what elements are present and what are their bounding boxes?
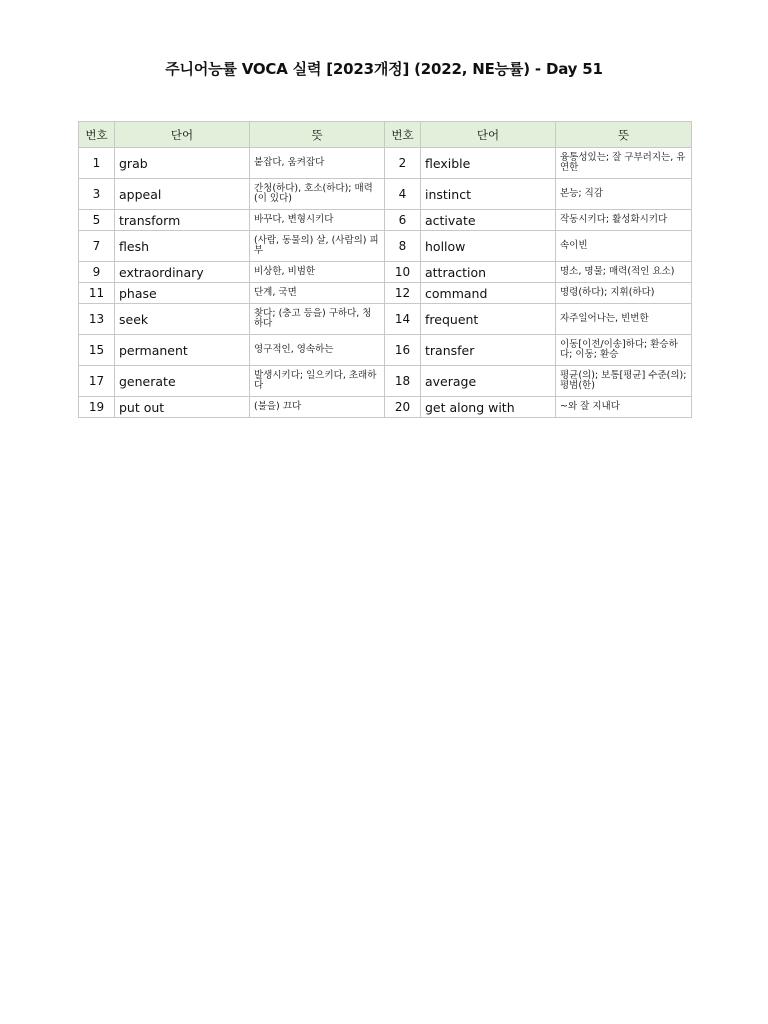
row-word: hollow: [421, 231, 556, 262]
table-row: [79, 397, 692, 418]
header-number: 번호: [385, 122, 421, 148]
row-word: extraordinary: [115, 262, 250, 283]
row-word: frequent: [421, 304, 556, 335]
row-number: 13: [79, 304, 115, 335]
row-meaning: 명소, 명물; 매력(적인 요소): [556, 262, 692, 283]
row-number: 1: [79, 148, 115, 179]
table-row: [79, 231, 692, 262]
row-number: 15: [79, 335, 115, 366]
row-number: 2: [385, 148, 421, 179]
row-number: 11: [79, 283, 115, 304]
row-number: 3: [79, 179, 115, 210]
header-word: 단어: [115, 122, 250, 148]
table-header-row: [79, 122, 692, 148]
row-word: get along with: [421, 397, 556, 418]
row-number: 10: [385, 262, 421, 283]
row-meaning: (사람, 동물의) 살, (사람의) 피부: [250, 231, 385, 262]
header-number: 번호: [79, 122, 115, 148]
row-word: average: [421, 366, 556, 397]
row-number: 4: [385, 179, 421, 210]
row-meaning: 비상한, 비범한: [250, 262, 385, 283]
row-word: seek: [115, 304, 250, 335]
row-meaning: 바꾸다, 변형시키다: [250, 210, 385, 231]
row-meaning: 발생시키다; 일으키다, 초래하다: [250, 366, 385, 397]
row-number: 20: [385, 397, 421, 418]
row-meaning: 속이빈: [556, 231, 692, 262]
row-word: flesh: [115, 231, 250, 262]
row-meaning: 이동[이전/이송]하다; 환승하다; 이동; 환승: [556, 335, 692, 366]
table-row: [79, 283, 692, 304]
row-meaning: 붙잡다, 움켜잡다: [250, 148, 385, 179]
page-title: 주니어능률 VOCA 실력 [2023개정] (2022, NE능률) - Day 51: [165, 60, 603, 78]
table-row: [79, 210, 692, 231]
row-number: 18: [385, 366, 421, 397]
row-word: command: [421, 283, 556, 304]
table-row: [79, 335, 692, 366]
row-word: phase: [115, 283, 250, 304]
row-word: instinct: [421, 179, 556, 210]
table-row: [79, 179, 692, 210]
row-number: 7: [79, 231, 115, 262]
table-row: [79, 148, 692, 179]
header-word: 단어: [421, 122, 556, 148]
row-number: 8: [385, 231, 421, 262]
vocab-table: [78, 121, 692, 418]
row-meaning: 본능; 직감: [556, 179, 692, 210]
row-meaning: 단계, 국면: [250, 283, 385, 304]
row-meaning: 영구적인, 영속하는: [250, 335, 385, 366]
table-row: [79, 262, 692, 283]
row-meaning: (불을) 끄다: [250, 397, 385, 418]
row-word: grab: [115, 148, 250, 179]
row-number: 5: [79, 210, 115, 231]
row-number: 19: [79, 397, 115, 418]
row-number: 17: [79, 366, 115, 397]
row-word: permanent: [115, 335, 250, 366]
row-number: 12: [385, 283, 421, 304]
row-word: generate: [115, 366, 250, 397]
row-number: 6: [385, 210, 421, 231]
row-meaning: 융통성있는; 잘 구부러지는, 유연한: [556, 148, 692, 179]
row-meaning: 작동시키다; 활성화시키다: [556, 210, 692, 231]
row-meaning: 찾다; (충고 등을) 구하다, 청하다: [250, 304, 385, 335]
header-meaning: 뜻: [250, 122, 385, 148]
table-row: [79, 304, 692, 335]
row-word: transfer: [421, 335, 556, 366]
row-word: transform: [115, 210, 250, 231]
row-meaning: 간청(하다), 호소(하다); 매력(이 있다): [250, 179, 385, 210]
row-number: 16: [385, 335, 421, 366]
table-row: [79, 366, 692, 397]
row-word: put out: [115, 397, 250, 418]
row-word: appeal: [115, 179, 250, 210]
row-meaning: 자주일어나는, 빈번한: [556, 304, 692, 335]
row-word: activate: [421, 210, 556, 231]
row-number: 14: [385, 304, 421, 335]
row-meaning: 명령(하다); 지휘(하다): [556, 283, 692, 304]
row-meaning: ~와 잘 지내다: [556, 397, 692, 418]
row-meaning: 평균(의); 보통[평균] 수준(의); 평범(한): [556, 366, 692, 397]
row-number: 9: [79, 262, 115, 283]
header-meaning: 뜻: [556, 122, 692, 148]
row-word: attraction: [421, 262, 556, 283]
row-word: flexible: [421, 148, 556, 179]
